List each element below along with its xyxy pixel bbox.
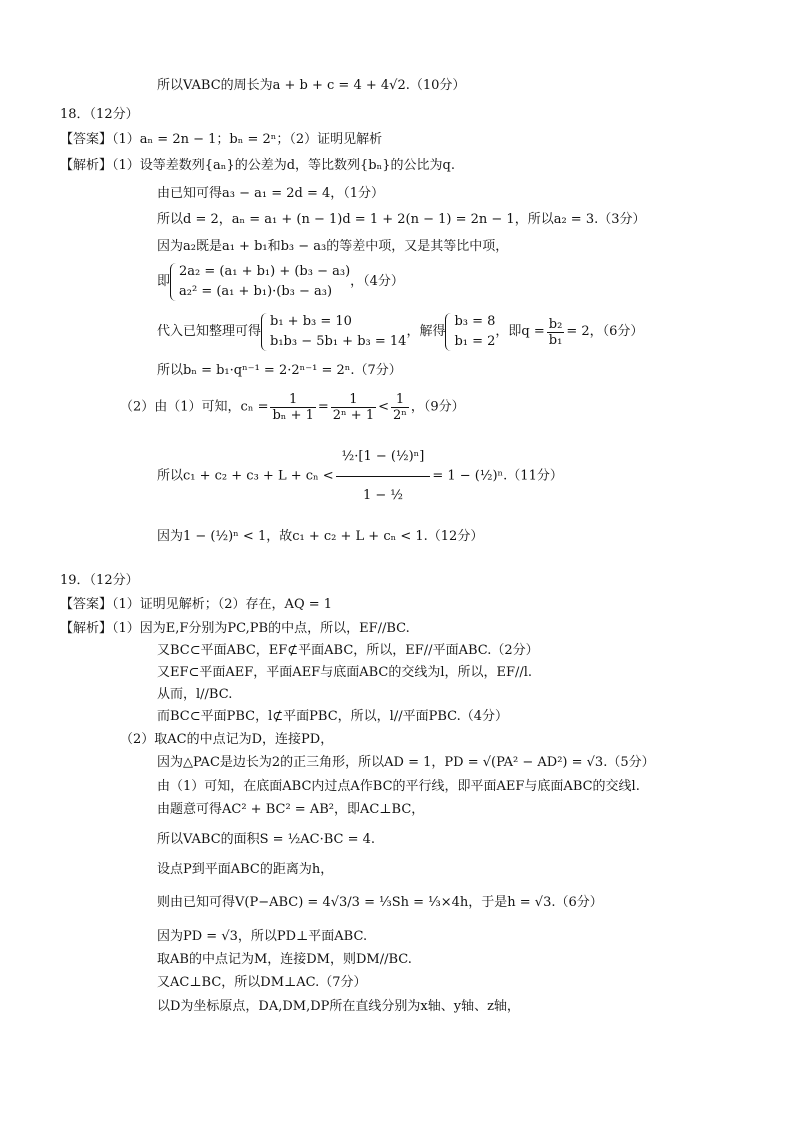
q19-analysis-1 (60, 620, 410, 638)
q19-line-a3: 又EF⊂平面AEF，平面AEF与底面ABC的交线为l，所以，EF//l. (157, 665, 533, 680)
analysis-text: （1）设等差数列{aₙ}的公差为d，等比数列{bₙ}的公比为q. (112, 158, 455, 173)
left-brace (261, 313, 267, 351)
q18-line-mean: 因为a₂既是a₁ + b₁和b₃ − a₃的等差中项，又是其等比中项， (157, 239, 509, 254)
q18-analysis-1 (60, 157, 455, 175)
sum-fraction: $\frac{\text{½·[1 − (½)ⁿ]}}{\text{1 − ½}}$ (336, 438, 431, 515)
fraction: $\frac{1}{\text{2ⁿ + 1}}$ (332, 392, 375, 423)
analysis-label: 【解析】 (60, 158, 113, 173)
q19-line-b11: 以D为坐标原点，DA,DM,DP所在直线分别为x轴、y轴、z轴， (157, 999, 520, 1014)
fraction: $\frac{1}{\text{2ⁿ}}$ (393, 392, 407, 423)
answer-text: （1）证明见解析；（2）存在，AQ = 1 (112, 597, 333, 612)
q19-line-a4: 从而，l//BC. (157, 687, 233, 702)
equation-system: b₁ + b₃ = 10 b₁b₃ − 5b₁ + b₃ = 14 (270, 314, 407, 349)
left-brace (445, 313, 451, 351)
q19-answer (60, 596, 332, 614)
q19-line-b10: 又AC⊥BC，所以DM⊥AC.（7分） (157, 975, 367, 990)
fraction: $\frac{\text{b₂}}{\text{b₁}}$ (548, 316, 563, 348)
q19-line-b2: 因为△PAC是边长为2的正三角形，所以AD = 1，PD = √(PA² − AD²) = √3.（5分） (157, 755, 655, 770)
q19-line-b7: 则由已知可得V(P−ABC) = 4√3/3 = ⅓Sh = ⅓×4h，于是h = √3.（6分） (157, 895, 603, 910)
q19-heading: 19．（12分） (60, 573, 139, 588)
analysis-text: （1）因为E,F分别为PC,PB的中点，所以，EF//BC. (112, 621, 410, 636)
q18-system-1: 即 2a₂ = (a₁ + b₁) + (b₃ − a₃) a₂² = (a₁ + b₁)·(b₃ − a₃) ，（4分） (157, 262, 404, 302)
q19-line-b9: 取AB的中点记为M，连接DM，则DM//BC. (157, 952, 412, 967)
analysis-label: 【解析】 (60, 621, 113, 636)
solution-system: b₃ = 8 b₁ = 2 (454, 314, 496, 349)
q18-line-general-term: 所以d = 2，aₙ = a₁ + (n − 1)d = 1 + 2(n − 1) = 2n − 1，所以a₂ = 3.（3分） (157, 212, 646, 227)
q19-line-b3: 由（1）可知，在底面ABC内过点A作BC的平行线，即平面AEF与底面ABC的交线l. (157, 779, 640, 794)
q19-line-b6: 设点P到平面ABC的距离为h， (157, 862, 334, 877)
q18-part2-cn: （2）由（1）可知，cₙ = $\frac{1}{\text{bₙ + 1}}$ = $\frac{1}{\text{2ⁿ + 1}}$ < $\frac{1}{\text{2ⁿ}}$ ，（9分） (120, 392, 465, 423)
q19-line-b4: 由题意可得AC² + BC² = AB²，即AC⊥BC， (157, 802, 425, 817)
answer-label: 【答案】 (60, 132, 113, 147)
q18-line-bn: 所以bₙ = b₁·qⁿ⁻¹ = 2·2ⁿ⁻¹ = 2ⁿ.（7分） (157, 363, 402, 378)
q18-heading: 18．（12分） (60, 107, 139, 122)
q19-line-a5: 而BC⊂平面PBC，l⊄平面PBC，所以，l//平面PBC.（4分） (157, 709, 509, 724)
q18-part2-sum: 所以c₁ + c₂ + c₃ + L + cₙ < $\frac{\text{½·[1 − (½)ⁿ]}}{\text{1 − ½}}$ = 1 − (½)ⁿ.（11分） (157, 438, 563, 515)
q18-answer (60, 131, 382, 149)
q19-line-b8: 因为PD = √3，所以PD⊥平面ABC. (157, 929, 368, 944)
answer-text: （1）aₙ = 2n − 1；bₙ = 2ⁿ；（2）证明见解析 (112, 132, 383, 147)
line-perimeter: 所以VABC的周长为a + b + c = 4 + 4√2.（10分） (157, 78, 466, 93)
q19-line-a2: 又BC⊂平面ABC，EF⊄平面ABC，所以，EF//平面ABC.（2分） (157, 643, 539, 658)
q18-line-diff: 由已知可得a₃ − a₁ = 2d = 4，（1分） (157, 186, 385, 201)
q18-conclusion: 因为1 − (½)ⁿ < 1，故c₁ + c₂ + L + cₙ < 1.（12分） (157, 529, 484, 544)
q19-line-b5: 所以VABC的面积S = ½AC·BC = 4. (157, 832, 376, 847)
answer-label: 【答案】 (60, 597, 113, 612)
equation-system: 2a₂ = (a₁ + b₁) + (b₃ − a₃) a₂² = (a₁ + b₁)·(b₃ − a₃) (179, 264, 351, 299)
q19-part2-b1: （2）取AC的中点记为D，连接PD， (120, 732, 334, 747)
q18-system-2: 代入已知整理可得 b₁ + b₃ = 10 b₁b₃ − 5b₁ + b₃ = 14 ，解得 b₃ = 8 b₁ = 2 ，即q = $\frac{\text{b₂}}{\text{b₁}}$ = 2，（6分） (157, 312, 643, 352)
fraction: $\frac{1}{\text{bₙ + 1}}$ (272, 392, 314, 423)
left-brace (170, 263, 176, 301)
